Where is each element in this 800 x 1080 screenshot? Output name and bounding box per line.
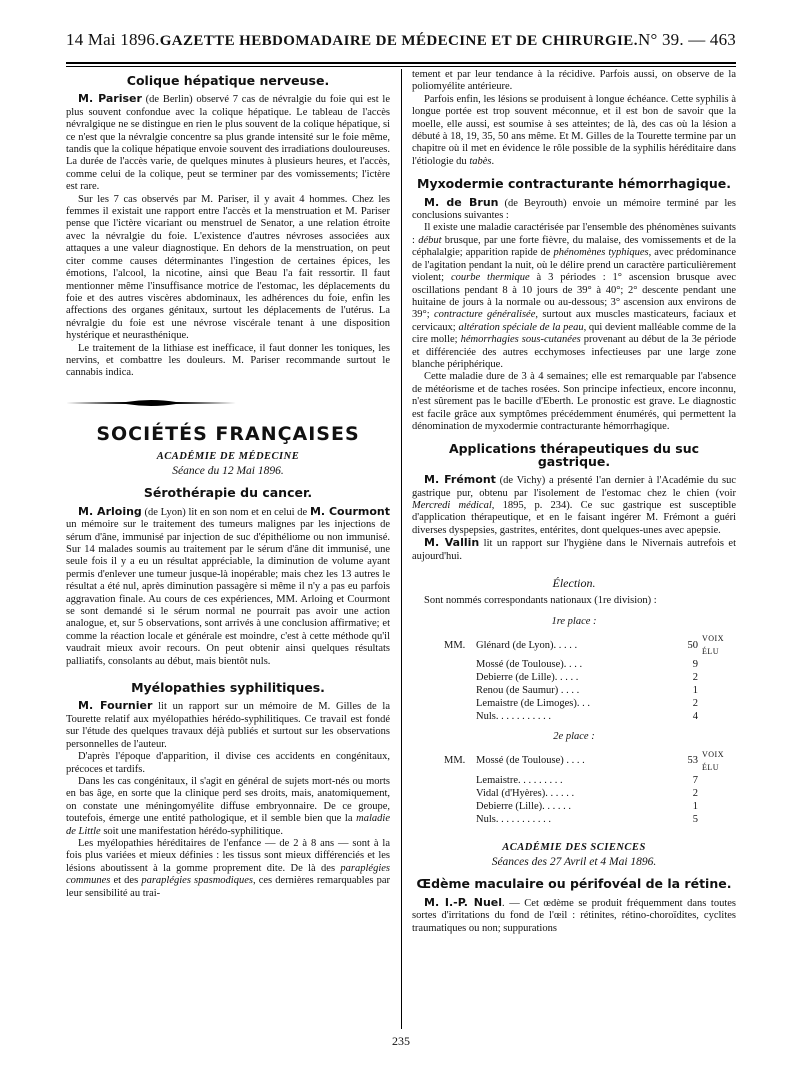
header-title: GAZETTE HEBDOMADAIRE DE MÉDECINE ET DE CHIRURGIE. bbox=[159, 33, 638, 49]
candidate-name: Vidal (d'Hyères). . . . . . bbox=[476, 787, 575, 799]
vote-count: 2 bbox=[692, 698, 698, 710]
italic-text: tabès bbox=[469, 155, 492, 167]
italic-text: paraplégies communes bbox=[66, 862, 390, 887]
section-title-oedeme: Œdème maculaire ou périfovéal de la rétine. bbox=[416, 876, 732, 892]
author-name: M. de Brun bbox=[424, 195, 499, 209]
vote-count: 50 bbox=[687, 639, 698, 651]
section-heading-societes: SOCIÉTÉS FRANÇAISES bbox=[96, 423, 360, 446]
paragraph: D'après l'époque d'apparition, il divise ces accidents en congénitaux, précoces et tardifs. bbox=[66, 751, 390, 775]
section-title-myxodermie: Myxodermie contracturante hémorrhagique. bbox=[417, 176, 731, 192]
header-rule-thick bbox=[66, 62, 736, 64]
paragraph-text: (de Lyon) lit en son nom et en celui de bbox=[141, 506, 310, 518]
vote-count: 1 bbox=[692, 800, 698, 812]
italic-text: paraplégies spasmodiques bbox=[141, 875, 253, 887]
vote-count: 7 bbox=[692, 774, 698, 786]
paragraph-text: Parfois enfin, les lésions se produisent à longue échéance. Cette syphilis à longue portée est trop souvent méconnue, et il est bon de savoir que la moelle, elle aussi, est soumise à ses atteintes; de là, des cas où la lésion a débuté à 18, 19, 35, 50 ans même. Et M. Gilles de la Tourette termine par un chapitre où il met en évidence le rôle possible de la syphilis héréditaire dans l'étiologie du bbox=[412, 93, 736, 167]
vote-count: 53 bbox=[687, 755, 698, 767]
elected-label bbox=[698, 787, 736, 800]
ornamental-rule-icon bbox=[66, 398, 236, 408]
elected-label: VOIX ÉLU bbox=[702, 634, 724, 657]
paragraph: Le traitement de la lithiase est inefficace, il faut donner les toniques, les nervins, et combattre les douleurs. M. Pariser recommande surtout le cannabis indica. bbox=[66, 342, 390, 379]
header-page-number: N° 39. — 463 bbox=[638, 30, 736, 49]
paragraph bbox=[412, 197, 736, 223]
vote-row bbox=[444, 684, 736, 697]
candidate-name: Debierre (Lille). . . . . . bbox=[476, 800, 572, 812]
paragraph-text: un mémoire sur le traitement des tumeurs malignes par les injections de sérum d'âne, immunisé par injection de suc d'épithéliome ou non immunisé. Sur 14 malades soumis au traitement par le sérum d'âne dit immunisé, une seule fois il y a eu un résultat appréciable, la diminution de volume ayant permis d'enlever une tumeur jusque-là inopérable; mais chez les 13 autres le résultat a été nul, après diminution passagère si même il n'y a pas eu parfois aggravation finale. Au cours de ces expériences, MM. Arloing et Courmont se sont demandé si le sérum normal ne pourrait pas avoir une action analogue, et, sur 5 observations, sont arrivés à une conclusion affirmative; et comme la réaction locale et générale est moindre, c'est à cette méthode qu'il vaudrait mieux avoir recours. On peut obtenir ainsi quelques résultats palliatifs, consolants au début, mais bientôt nuls. bbox=[66, 519, 390, 667]
vote-row bbox=[444, 787, 736, 800]
italic-text: hémorrhagies sous-cutanées bbox=[460, 334, 581, 346]
session-date: Séances des 27 Avril et 4 Mai 1896. bbox=[491, 856, 657, 869]
paragraph-text: (de Vichy) a présenté l'an dernier à l'Académie du suc gastrique pur, obtenu par l'isolement de l'estomac chez le chien (voir bbox=[412, 475, 736, 499]
vote-count: 2 bbox=[692, 672, 698, 684]
section-title-myelopathies: Myélopathies syphilitiques. bbox=[131, 680, 325, 696]
candidate-name: Lemaistre. . . . . . . . . bbox=[476, 774, 563, 786]
italic-text: courbe thermique bbox=[450, 272, 530, 284]
mm-label bbox=[444, 813, 476, 826]
running-header bbox=[66, 30, 736, 54]
paragraph bbox=[66, 506, 390, 668]
italic-text: Mercredi médical bbox=[412, 500, 492, 511]
vote-row bbox=[444, 800, 736, 813]
candidate-name: Mossé (de Toulouse). . . . bbox=[476, 659, 583, 671]
paragraph bbox=[66, 93, 390, 193]
paragraph-text: lit un rapport sur un mémoire de M. Gilles de la Tourette relatif aux myélopathies hérédo-syphilitiques. Ce travail est fondé sur l'étude des quelques travaux déjà publiés et surtout sur les observations personnelles de l'auteur. bbox=[66, 701, 390, 750]
mm-label bbox=[444, 787, 476, 800]
academy-heading: ACADÉMIE DES SCIENCES bbox=[502, 841, 646, 853]
votes-table-second-place bbox=[444, 748, 736, 826]
paragraph-text: lit un rapport sur l'hygiène dans le Nivernais autrefois et aujourd'hui. bbox=[412, 538, 736, 562]
paragraph-text: , surtout aux muscles masticateurs, faciaux et cervicaux; bbox=[412, 309, 736, 333]
section-title-colique: Colique hépatique nerveuse. bbox=[126, 73, 330, 88]
author-name: M. Arloing bbox=[78, 504, 142, 518]
paragraph-text: . bbox=[491, 155, 495, 167]
mm-label bbox=[444, 684, 476, 697]
place-label: 1re place : bbox=[551, 615, 597, 627]
journal-page bbox=[66, 30, 736, 1070]
mm-label bbox=[444, 800, 476, 813]
vote-row bbox=[444, 748, 736, 774]
candidate-name: Nuls. . . . . . . . . . . bbox=[476, 813, 551, 825]
candidate-name: Nuls. . . . . . . . . . . bbox=[476, 711, 551, 723]
vote-row bbox=[444, 697, 736, 710]
vote-count: 9 bbox=[692, 659, 698, 671]
mm-label bbox=[444, 658, 476, 671]
section-title-suc-gastrique: Applications thérapeutiques du suc gastrique. bbox=[448, 441, 700, 469]
elected-label bbox=[698, 800, 736, 813]
paragraph bbox=[412, 474, 736, 537]
votes-table-first-place bbox=[444, 632, 736, 723]
elected-label bbox=[698, 774, 736, 787]
mm-label bbox=[444, 710, 476, 723]
paragraph bbox=[66, 776, 390, 838]
mm-label bbox=[444, 671, 476, 684]
paragraph bbox=[412, 222, 736, 371]
paragraph bbox=[412, 537, 736, 563]
italic-text: altération spéciale de la peau bbox=[458, 321, 584, 333]
paragraph-text: Les myélopathies héréditaires de l'enfance — de 2 à 8 ans — sont à la fois plus variées et mieux définies : les tissus sont mieux différenciés et les lésions aboutissent à la gomme proprement dite. De là des bbox=[66, 837, 390, 874]
candidate-name: Glénard (de Lyon). . . . . bbox=[476, 639, 578, 651]
author-name: M. Courmont bbox=[309, 504, 390, 518]
italic-text: maladie de Little bbox=[66, 813, 390, 837]
elected-label bbox=[698, 684, 736, 697]
header-date: 14 Mai 1896. bbox=[66, 30, 160, 49]
session-date: Séance du 12 Mai 1896. bbox=[172, 464, 284, 477]
vote-row bbox=[444, 813, 736, 826]
candidate-name: Lemaistre (de Limoges). . . bbox=[476, 698, 591, 710]
italic-text: début bbox=[418, 234, 442, 246]
mm-label: MM. bbox=[444, 639, 466, 651]
vote-count: 4 bbox=[692, 711, 698, 723]
column-divider bbox=[401, 69, 402, 1029]
vote-count: 5 bbox=[692, 813, 698, 825]
paragraph bbox=[412, 94, 736, 168]
academy-heading: ACADÉMIE DE MÉDECINE bbox=[156, 450, 300, 462]
paragraph: Cette maladie dure de 3 à 4 semaines; elle est remarquable par l'absence de météorisme et de taches rosées. Son principe infectieux, encore inconnu, n'est sûrement pas le bacille d'Eberth. Le pronostic est grave. Le diagnostic est facile grâce aux symptômes précédemment énumérés, qui permettent la dénomination de myxodermie contracturante hémorrhagique. bbox=[412, 371, 736, 432]
vote-row bbox=[444, 632, 736, 658]
right-column bbox=[412, 69, 736, 935]
mm-label bbox=[444, 697, 476, 710]
paragraph-text: Dans les cas congénitaux, il s'agit en général de sujets mort-nés ou morts en bas âge, en sorte que la clinique perd ses droits, mais, anatomiquement, on constate une méningomyélite diffuse embryonnaire. De ce groupe, toutefois, émerge une entité pathologique, et il semble bien que la bbox=[66, 775, 390, 825]
paragraph-text: , avec prédominance de l'agitation pendant la nuit, où le délire prend un caractère particulièrement violent; bbox=[412, 247, 736, 284]
author-name: M. Vallin bbox=[424, 536, 480, 550]
page-footer-number: 235 bbox=[392, 1034, 410, 1048]
section-title-serotherapie: Sérothérapie du cancer. bbox=[143, 485, 313, 501]
election-heading: Élection. bbox=[552, 576, 596, 591]
paragraph-text: brusque, par une forte fièvre, du malaise, des vomissements et de la céphalalgie; apparition rapide de bbox=[412, 234, 736, 259]
author-name: M. Fournier bbox=[78, 699, 153, 713]
paragraph-text: provenant au début de la 3e période et différenciée des autres ecchymoses infectieuses par une large zone blanche périphérique. bbox=[412, 334, 736, 370]
paragraph: Sur les 7 cas observés par M. Pariser, il y avait 4 hommes. Chez les femmes il existait une rapport entre l'accès et la menstruation et M. Pariser pense que l'ictère vicariant ou menstruel de Senator, a une relation étroite avec la névralgie du foie. L'existence d'autres névroses associées aux attaques a une valeur diagnostique. En dehors de la menstruation, on peut citer comme causes déterminantes l'ingestion de certaines épices, les émotions, l'alcool, la nicotine, ainsi que Beau l'a fait ressortir. Il faut mentionner même l'insuffisance motrice de l'estomac, les déplacements du foie et des autres viscères abdominaux, les adhérences du foie, enfin les affections des organes génitaux, surtout les déplacements de l'utérus. La névralgie du foie est une névrose viscérale tenant à une disposition hystérique et neurasthénique. bbox=[66, 193, 390, 342]
elected-label: VOIX ÉLU bbox=[702, 749, 724, 772]
vote-count: 1 bbox=[692, 685, 698, 697]
author-name: M. Pariser bbox=[78, 92, 142, 106]
paragraph-text: soit une manifestation hérédo-syphilitique. bbox=[100, 825, 283, 837]
candidate-name: Renou (de Saumur) . . . . bbox=[476, 685, 580, 697]
paragraph-text: , 1895, p. 234). Ce suc gastrique est susceptible d'application thérapeutique, et en le faisant ingérer M. Frémont a guéri diverses dyspepsies, gastrites, entérites, dont quelques-unes avec apepsie. bbox=[412, 500, 736, 536]
paragraph-text: à 3 périodes : 1° ascension brusque avec oscillations pendant 8 à 10 jours de 39° à 40°; 2° descente pendant une huitaine de jours à la normale ou au-dessous; 3° ascension aux environs de 39°; bbox=[412, 272, 736, 321]
paragraph-text: et des bbox=[110, 875, 142, 887]
author-name: M. Frémont bbox=[424, 473, 496, 487]
vote-row bbox=[444, 671, 736, 684]
mm-label bbox=[444, 774, 476, 787]
paragraph bbox=[66, 838, 390, 900]
elected-label bbox=[698, 658, 736, 671]
author-name: M. I.-P. Nuel bbox=[424, 895, 503, 909]
left-column bbox=[66, 69, 390, 900]
paragraph bbox=[66, 700, 390, 751]
paragraph-text: , ces dernières remarquables par leur sensibilité au trai- bbox=[66, 875, 390, 899]
header-rule-thin bbox=[66, 66, 736, 67]
vote-count: 2 bbox=[692, 787, 698, 799]
paragraph-text: . — Cet œdème se produit fréquemment dans toutes sortes d'irritations du fond de l'œil : rétinites, rétino-choroïdites, cyclites traumatiques ou non; suppurations bbox=[412, 897, 736, 934]
place-label: 2e place : bbox=[553, 731, 595, 743]
vote-row bbox=[444, 774, 736, 787]
paragraph: tement et par leur tendance à la récidive. Parfois aussi, on observe de la poliomyélite antérieure. bbox=[412, 69, 736, 93]
elected-label bbox=[698, 710, 736, 723]
elected-label bbox=[698, 813, 736, 826]
elected-label bbox=[698, 671, 736, 684]
mm-label: MM. bbox=[444, 755, 466, 767]
paragraph-text: Il existe une maladie caractérisée par l'ensemble des phénomènes suivants : bbox=[412, 222, 736, 246]
elected-label bbox=[698, 697, 736, 710]
paragraph bbox=[412, 897, 736, 935]
paragraph-text: , qui devient malléable comme de la cire molle; bbox=[412, 321, 736, 346]
paragraph-text: (de Berlin) observé 7 cas de névralgie du foie qui est le plus souvent confondue avec la colique hépatique. Le tableau de l'accès névralgique ne se distingue en rien le plus souvent de la colique hépatique, si ce n'est que la névralgie concentre sa plus grande intensité sur le foie même, tandis que la colique hépatique envoie souvent des irradiations douloureuses. La durée de l'accès varie, de quelques minutes à plusieurs heures, et l'accès, comme celui de la colique, peut se terminer par des vomissements; l'ictère est rare. bbox=[66, 94, 390, 193]
vote-row bbox=[444, 658, 736, 671]
candidate-name: Debierre (de Lille). . . . . bbox=[476, 672, 579, 684]
italic-text: contracture généralisée bbox=[434, 309, 536, 321]
italic-text: phénomènes typhiques bbox=[553, 247, 649, 259]
two-column-body bbox=[66, 69, 736, 1029]
election-intro: Sont nommés correspondants nationaux (1re division) : bbox=[424, 595, 657, 607]
paragraph-text: (de Beyrouth) envoie un mémoire terminé par les conclusions suivantes : bbox=[412, 197, 736, 222]
vote-row bbox=[444, 710, 736, 723]
candidate-name: Mossé (de Toulouse) . . . . bbox=[476, 755, 585, 767]
